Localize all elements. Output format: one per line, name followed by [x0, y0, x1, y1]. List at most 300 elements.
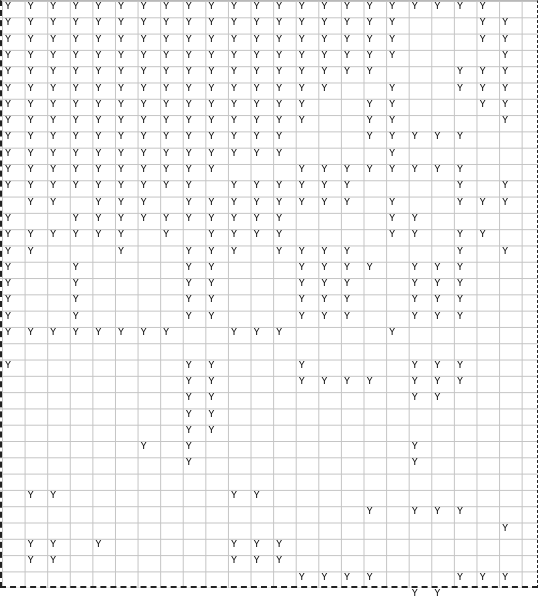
cell-mark[interactable]: Y — [4, 180, 12, 192]
cell-mark[interactable]: Y — [163, 212, 170, 224]
cell-mark[interactable]: Y — [117, 17, 125, 29]
cell-mark[interactable]: Y — [276, 327, 283, 338]
cell-mark[interactable]: Y — [343, 278, 351, 290]
cell-mark[interactable]: Y — [27, 555, 34, 567]
cell-mark[interactable]: Y — [411, 457, 418, 469]
cell-mark[interactable]: Y — [366, 375, 373, 387]
cell-mark[interactable]: Y — [389, 196, 396, 208]
cell-mark[interactable]: Y — [50, 538, 57, 550]
cell-mark[interactable]: Y — [185, 164, 192, 175]
cell-mark[interactable]: Y — [321, 278, 328, 290]
cell-mark[interactable]: Y — [27, 131, 34, 143]
cell-mark[interactable]: Y — [456, 66, 464, 78]
cell-mark[interactable]: Y — [185, 212, 192, 224]
cell-mark[interactable]: Y — [456, 278, 464, 290]
cell-mark[interactable]: Y — [140, 164, 147, 175]
cell-mark[interactable]: Y — [276, 82, 283, 94]
cell-mark[interactable]: Y — [50, 327, 57, 338]
cell-mark[interactable]: Y — [343, 66, 351, 78]
cell-mark[interactable]: Y — [321, 49, 328, 61]
cell-mark[interactable]: Y — [479, 229, 486, 241]
cell-mark[interactable]: Y — [276, 555, 283, 567]
cell-mark[interactable]: Y — [208, 196, 215, 208]
cell-mark[interactable]: Y — [298, 278, 305, 290]
cell-mark[interactable]: Y — [72, 310, 79, 322]
cell-mark[interactable]: Y — [343, 1, 351, 12]
cell-mark[interactable]: Y — [389, 98, 396, 110]
cell-mark[interactable]: Y — [411, 229, 418, 241]
cell-mark[interactable]: Y — [72, 82, 79, 94]
cell-mark[interactable]: Y — [4, 1, 12, 12]
cell-mark[interactable]: Y — [230, 33, 238, 45]
cell-mark[interactable]: Y — [185, 115, 192, 127]
cell-mark[interactable]: Y — [276, 212, 283, 224]
cell-mark[interactable]: Y — [434, 506, 441, 518]
cell-mark[interactable]: Y — [185, 310, 192, 322]
cell-mark[interactable]: Y — [163, 180, 170, 192]
cell-mark[interactable]: Y — [321, 180, 328, 192]
cell-mark[interactable]: Y — [230, 17, 238, 29]
cell-mark[interactable]: Y — [479, 66, 486, 78]
cell-mark[interactable]: Y — [479, 196, 486, 208]
cell-mark[interactable]: Y — [50, 229, 57, 241]
cell-mark[interactable]: Y — [72, 327, 79, 338]
cell-mark[interactable]: Y — [117, 164, 125, 175]
cell-mark[interactable]: Y — [434, 278, 441, 290]
cell-mark[interactable]: Y — [208, 164, 215, 175]
cell-mark[interactable]: Y — [163, 33, 170, 45]
cell-mark[interactable]: Y — [230, 49, 238, 61]
cell-mark[interactable]: Y — [456, 131, 464, 143]
cell-mark[interactable]: Y — [253, 66, 260, 78]
cell-mark[interactable]: Y — [230, 82, 238, 94]
cell-mark[interactable]: Y — [27, 196, 34, 208]
cell-mark[interactable]: Y — [208, 1, 215, 12]
cell-mark[interactable]: Y — [27, 327, 34, 338]
cell-mark[interactable]: Y — [72, 33, 79, 45]
cell-mark[interactable]: Y — [95, 180, 102, 192]
cell-mark[interactable]: Y — [95, 98, 102, 110]
cell-mark[interactable]: Y — [27, 180, 34, 192]
cell-mark[interactable]: Y — [434, 310, 441, 322]
cell-mark[interactable]: Y — [140, 17, 147, 29]
cell-mark[interactable]: Y — [185, 408, 192, 420]
cell-mark[interactable]: Y — [343, 294, 351, 306]
cell-mark[interactable]: Y — [298, 375, 305, 387]
cell-mark[interactable]: Y — [502, 49, 509, 61]
cell-mark[interactable]: Y — [208, 392, 215, 404]
cell-mark[interactable]: Y — [366, 571, 373, 583]
cell-mark[interactable]: Y — [72, 278, 79, 290]
cell-mark[interactable]: Y — [456, 229, 464, 241]
cell-mark[interactable]: Y — [276, 49, 283, 61]
cell-mark[interactable]: Y — [321, 245, 328, 257]
cell-mark[interactable]: Y — [411, 310, 418, 322]
cell-mark[interactable]: Y — [208, 49, 215, 61]
cell-mark[interactable]: Y — [27, 147, 34, 159]
cell-mark[interactable]: Y — [140, 66, 147, 78]
cell-mark[interactable]: Y — [389, 33, 396, 45]
cell-mark[interactable]: Y — [95, 82, 102, 94]
cell-mark[interactable]: Y — [140, 115, 147, 127]
cell-mark[interactable]: Y — [366, 131, 373, 143]
cell-mark[interactable]: Y — [163, 131, 170, 143]
cell-mark[interactable]: Y — [117, 212, 125, 224]
cell-mark[interactable]: Y — [411, 506, 418, 518]
cell-mark[interactable]: Y — [208, 115, 215, 127]
cell-mark[interactable]: Y — [298, 49, 305, 61]
cell-mark[interactable]: Y — [479, 1, 486, 12]
cell-mark[interactable]: Y — [230, 180, 238, 192]
cell-mark[interactable]: Y — [50, 555, 57, 567]
cell-mark[interactable]: Y — [27, 98, 34, 110]
cell-mark[interactable]: Y — [321, 261, 328, 273]
cell-mark[interactable]: Y — [117, 196, 125, 208]
cell-mark[interactable]: Y — [411, 587, 418, 599]
cell-mark[interactable]: Y — [456, 164, 464, 175]
cell-mark[interactable]: Y — [253, 147, 260, 159]
cell-mark[interactable]: Y — [95, 196, 102, 208]
cell-mark[interactable]: Y — [4, 66, 12, 78]
cell-mark[interactable]: Y — [253, 555, 260, 567]
cell-mark[interactable]: Y — [253, 115, 260, 127]
cell-mark[interactable]: Y — [4, 33, 12, 45]
cell-mark[interactable]: Y — [208, 408, 215, 420]
cell-mark[interactable]: Y — [389, 131, 396, 143]
cell-mark[interactable]: Y — [298, 82, 305, 94]
cell-mark[interactable]: Y — [253, 49, 260, 61]
cell-mark[interactable]: Y — [117, 327, 125, 338]
cell-mark[interactable]: Y — [95, 1, 102, 12]
cell-mark[interactable]: Y — [434, 587, 441, 599]
cell-mark[interactable]: Y — [456, 245, 464, 257]
cell-mark[interactable]: Y — [27, 66, 34, 78]
cell-mark[interactable]: Y — [72, 212, 79, 224]
cell-mark[interactable]: Y — [95, 164, 102, 175]
cell-mark[interactable]: Y — [50, 196, 57, 208]
cell-mark[interactable]: Y — [253, 1, 260, 12]
cell-mark[interactable]: Y — [27, 538, 34, 550]
cell-mark[interactable]: Y — [411, 392, 418, 404]
cell-mark[interactable]: Y — [230, 131, 238, 143]
cell-mark[interactable]: Y — [298, 359, 305, 371]
cell-mark[interactable]: Y — [4, 359, 12, 371]
cell-mark[interactable]: Y — [163, 98, 170, 110]
cell-mark[interactable]: Y — [163, 229, 170, 241]
cell-mark[interactable]: Y — [230, 555, 238, 567]
cell-mark[interactable]: Y — [479, 17, 486, 29]
cell-mark[interactable]: Y — [95, 147, 102, 159]
cell-mark[interactable]: Y — [185, 424, 192, 436]
cell-mark[interactable]: Y — [163, 82, 170, 94]
cell-mark[interactable]: Y — [298, 115, 305, 127]
cell-mark[interactable]: Y — [230, 538, 238, 550]
cell-mark[interactable]: Y — [117, 33, 125, 45]
cell-mark[interactable]: Y — [343, 310, 351, 322]
cell-mark[interactable]: Y — [456, 261, 464, 273]
cell-mark[interactable]: Y — [27, 229, 34, 241]
cell-mark[interactable]: Y — [4, 229, 12, 241]
cell-mark[interactable]: Y — [185, 131, 192, 143]
cell-mark[interactable]: Y — [27, 82, 34, 94]
cell-mark[interactable]: Y — [140, 82, 147, 94]
cell-mark[interactable]: Y — [456, 359, 464, 371]
cell-mark[interactable]: Y — [456, 1, 464, 12]
cell-mark[interactable]: Y — [185, 1, 192, 12]
cell-mark[interactable]: Y — [4, 98, 12, 110]
cell-mark[interactable]: Y — [95, 131, 102, 143]
cell-mark[interactable]: Y — [163, 1, 170, 12]
cell-mark[interactable]: Y — [27, 49, 34, 61]
cell-mark[interactable]: Y — [140, 180, 147, 192]
cell-mark[interactable]: Y — [502, 17, 509, 29]
cell-mark[interactable]: Y — [456, 310, 464, 322]
cell-mark[interactable]: Y — [389, 212, 396, 224]
cell-mark[interactable]: Y — [27, 115, 34, 127]
cell-mark[interactable]: Y — [456, 506, 464, 518]
cell-mark[interactable]: Y — [230, 147, 238, 159]
cell-mark[interactable]: Y — [4, 245, 12, 257]
cell-mark[interactable]: Y — [502, 98, 509, 110]
cell-mark[interactable]: Y — [366, 1, 373, 12]
cell-mark[interactable]: Y — [4, 17, 12, 29]
cell-mark[interactable]: Y — [185, 196, 192, 208]
cell-mark[interactable]: Y — [185, 17, 192, 29]
cell-mark[interactable]: Y — [185, 66, 192, 78]
cell-mark[interactable]: Y — [230, 212, 238, 224]
cell-mark[interactable]: Y — [185, 278, 192, 290]
cell-mark[interactable]: Y — [230, 490, 238, 501]
cell-mark[interactable]: Y — [208, 310, 215, 322]
cell-mark[interactable]: Y — [72, 294, 79, 306]
cell-mark[interactable]: Y — [140, 33, 147, 45]
cell-mark[interactable]: Y — [434, 1, 441, 12]
cell-mark[interactable]: Y — [434, 131, 441, 143]
cell-mark[interactable]: Y — [208, 17, 215, 29]
cell-mark[interactable]: Y — [343, 375, 351, 387]
cell-mark[interactable]: Y — [27, 164, 34, 175]
cell-mark[interactable]: Y — [50, 131, 57, 143]
cell-mark[interactable]: Y — [366, 115, 373, 127]
cell-mark[interactable]: Y — [502, 196, 509, 208]
cell-mark[interactable]: Y — [163, 147, 170, 159]
cell-mark[interactable]: Y — [27, 1, 34, 12]
cell-mark[interactable]: Y — [389, 147, 396, 159]
cell-mark[interactable]: Y — [72, 229, 79, 241]
cell-mark[interactable]: Y — [502, 33, 509, 45]
cell-mark[interactable]: Y — [72, 180, 79, 192]
cell-mark[interactable]: Y — [4, 310, 12, 322]
cell-mark[interactable]: Y — [276, 115, 283, 127]
cell-mark[interactable]: Y — [321, 66, 328, 78]
cell-mark[interactable]: Y — [117, 180, 125, 192]
cell-mark[interactable]: Y — [298, 196, 305, 208]
cell-mark[interactable]: Y — [208, 359, 215, 371]
cell-mark[interactable]: Y — [230, 66, 238, 78]
cell-mark[interactable]: Y — [50, 490, 57, 501]
cell-mark[interactable]: Y — [456, 375, 464, 387]
cell-mark[interactable]: Y — [253, 538, 260, 550]
cell-mark[interactable]: Y — [50, 1, 57, 12]
cell-mark[interactable]: Y — [343, 245, 351, 257]
cell-mark[interactable]: Y — [321, 375, 328, 387]
cell-mark[interactable]: Y — [389, 115, 396, 127]
cell-mark[interactable]: Y — [434, 261, 441, 273]
cell-mark[interactable]: Y — [140, 212, 147, 224]
cell-mark[interactable]: Y — [502, 522, 509, 534]
cell-mark[interactable]: Y — [117, 115, 125, 127]
cell-mark[interactable]: Y — [208, 245, 215, 257]
cell-mark[interactable]: Y — [479, 33, 486, 45]
cell-mark[interactable]: Y — [50, 115, 57, 127]
cell-mark[interactable]: Y — [366, 66, 373, 78]
cell-mark[interactable]: Y — [185, 375, 192, 387]
cell-mark[interactable]: Y — [343, 261, 351, 273]
cell-mark[interactable]: Y — [95, 49, 102, 61]
cell-mark[interactable]: Y — [72, 66, 79, 78]
cell-mark[interactable]: Y — [140, 49, 147, 61]
cell-mark[interactable]: Y — [4, 49, 12, 61]
cell-mark[interactable]: Y — [72, 98, 79, 110]
cell-mark[interactable]: Y — [95, 229, 102, 241]
cell-mark[interactable]: Y — [411, 359, 418, 371]
cell-mark[interactable]: Y — [276, 147, 283, 159]
cell-mark[interactable]: Y — [343, 164, 351, 175]
cell-mark[interactable]: Y — [185, 392, 192, 404]
cell-mark[interactable]: Y — [456, 196, 464, 208]
cell-mark[interactable]: Y — [298, 261, 305, 273]
cell-mark[interactable]: Y — [50, 17, 57, 29]
cell-mark[interactable]: Y — [502, 571, 509, 583]
cell-mark[interactable]: Y — [502, 115, 509, 127]
cell-mark[interactable]: Y — [95, 33, 102, 45]
cell-mark[interactable]: Y — [230, 229, 238, 241]
cell-mark[interactable]: Y — [434, 164, 441, 175]
cell-mark[interactable]: Y — [411, 278, 418, 290]
cell-mark[interactable]: Y — [411, 441, 418, 453]
cell-mark[interactable]: Y — [117, 131, 125, 143]
cell-mark[interactable]: Y — [185, 49, 192, 61]
cell-mark[interactable]: Y — [456, 571, 464, 583]
cell-mark[interactable]: Y — [366, 164, 373, 175]
cell-mark[interactable]: Y — [298, 66, 305, 78]
cell-mark[interactable]: Y — [140, 147, 147, 159]
cell-mark[interactable]: Y — [411, 294, 418, 306]
cell-mark[interactable]: Y — [140, 1, 147, 12]
cell-mark[interactable]: Y — [50, 66, 57, 78]
cell-mark[interactable]: Y — [163, 49, 170, 61]
cell-mark[interactable]: Y — [276, 245, 283, 257]
cell-mark[interactable]: Y — [72, 164, 79, 175]
cell-mark[interactable]: Y — [117, 245, 125, 257]
cell-mark[interactable]: Y — [411, 131, 418, 143]
cell-mark[interactable]: Y — [321, 164, 328, 175]
cell-mark[interactable]: Y — [140, 131, 147, 143]
cell-mark[interactable]: Y — [343, 571, 351, 583]
cell-mark[interactable]: Y — [298, 17, 305, 29]
cell-mark[interactable]: Y — [230, 245, 238, 257]
cell-mark[interactable]: Y — [185, 180, 192, 192]
cell-mark[interactable]: Y — [479, 82, 486, 94]
cell-mark[interactable]: Y — [208, 229, 215, 241]
cell-mark[interactable]: Y — [456, 82, 464, 94]
cell-mark[interactable]: Y — [50, 49, 57, 61]
cell-mark[interactable]: Y — [502, 82, 509, 94]
cell-mark[interactable]: Y — [411, 212, 418, 224]
cell-mark[interactable]: Y — [95, 327, 102, 338]
cell-mark[interactable]: Y — [343, 180, 351, 192]
cell-mark[interactable]: Y — [253, 17, 260, 29]
cell-mark[interactable]: Y — [72, 17, 79, 29]
cell-mark[interactable]: Y — [230, 196, 238, 208]
cell-mark[interactable]: Y — [117, 147, 125, 159]
cell-mark[interactable]: Y — [343, 49, 351, 61]
cell-mark[interactable]: Y — [72, 131, 79, 143]
cell-mark[interactable]: Y — [389, 82, 396, 94]
cell-mark[interactable]: Y — [502, 180, 509, 192]
cell-mark[interactable]: Y — [27, 245, 34, 257]
cell-mark[interactable]: Y — [253, 180, 260, 192]
cell-mark[interactable]: Y — [50, 33, 57, 45]
cell-mark[interactable]: Y — [321, 33, 328, 45]
cell-mark[interactable]: Y — [321, 1, 328, 12]
cell-mark[interactable]: Y — [389, 17, 396, 29]
cell-mark[interactable]: Y — [321, 571, 328, 583]
cell-mark[interactable]: Y — [208, 33, 215, 45]
cell-mark[interactable]: Y — [163, 66, 170, 78]
cell-mark[interactable]: Y — [411, 261, 418, 273]
cell-mark[interactable]: Y — [140, 327, 147, 338]
cell-mark[interactable]: Y — [117, 66, 125, 78]
cell-mark[interactable]: Y — [140, 441, 147, 453]
cell-mark[interactable]: Y — [298, 164, 305, 175]
cell-mark[interactable]: Y — [185, 359, 192, 371]
cell-mark[interactable]: Y — [4, 82, 12, 94]
cell-mark[interactable]: Y — [95, 212, 102, 224]
cell-mark[interactable]: Y — [117, 82, 125, 94]
cell-mark[interactable]: Y — [208, 294, 215, 306]
cell-mark[interactable]: Y — [230, 98, 238, 110]
cell-mark[interactable]: Y — [298, 1, 305, 12]
cell-mark[interactable]: Y — [208, 131, 215, 143]
cell-mark[interactable]: Y — [208, 261, 215, 273]
cell-mark[interactable]: Y — [434, 375, 441, 387]
cell-mark[interactable]: Y — [276, 538, 283, 550]
cell-mark[interactable]: Y — [72, 261, 79, 273]
cell-mark[interactable]: Y — [163, 327, 170, 338]
cell-mark[interactable]: Y — [50, 180, 57, 192]
cell-mark[interactable]: Y — [276, 17, 283, 29]
cell-mark[interactable]: Y — [321, 17, 328, 29]
cell-mark[interactable]: Y — [321, 196, 328, 208]
cell-mark[interactable]: Y — [276, 229, 283, 241]
cell-mark[interactable]: Y — [298, 33, 305, 45]
cell-mark[interactable]: Y — [4, 147, 12, 159]
cell-mark[interactable]: Y — [95, 538, 102, 550]
cell-mark[interactable]: Y — [72, 49, 79, 61]
cell-mark[interactable]: Y — [343, 17, 351, 29]
cell-mark[interactable]: Y — [434, 294, 441, 306]
cell-mark[interactable]: Y — [208, 98, 215, 110]
cell-mark[interactable]: Y — [298, 310, 305, 322]
cell-mark[interactable]: Y — [456, 294, 464, 306]
cell-mark[interactable]: Y — [163, 17, 170, 29]
cell-mark[interactable]: Y — [185, 294, 192, 306]
cell-mark[interactable]: Y — [27, 490, 34, 501]
cell-mark[interactable]: Y — [479, 571, 486, 583]
cell-mark[interactable]: Y — [50, 82, 57, 94]
cell-mark[interactable]: Y — [208, 212, 215, 224]
